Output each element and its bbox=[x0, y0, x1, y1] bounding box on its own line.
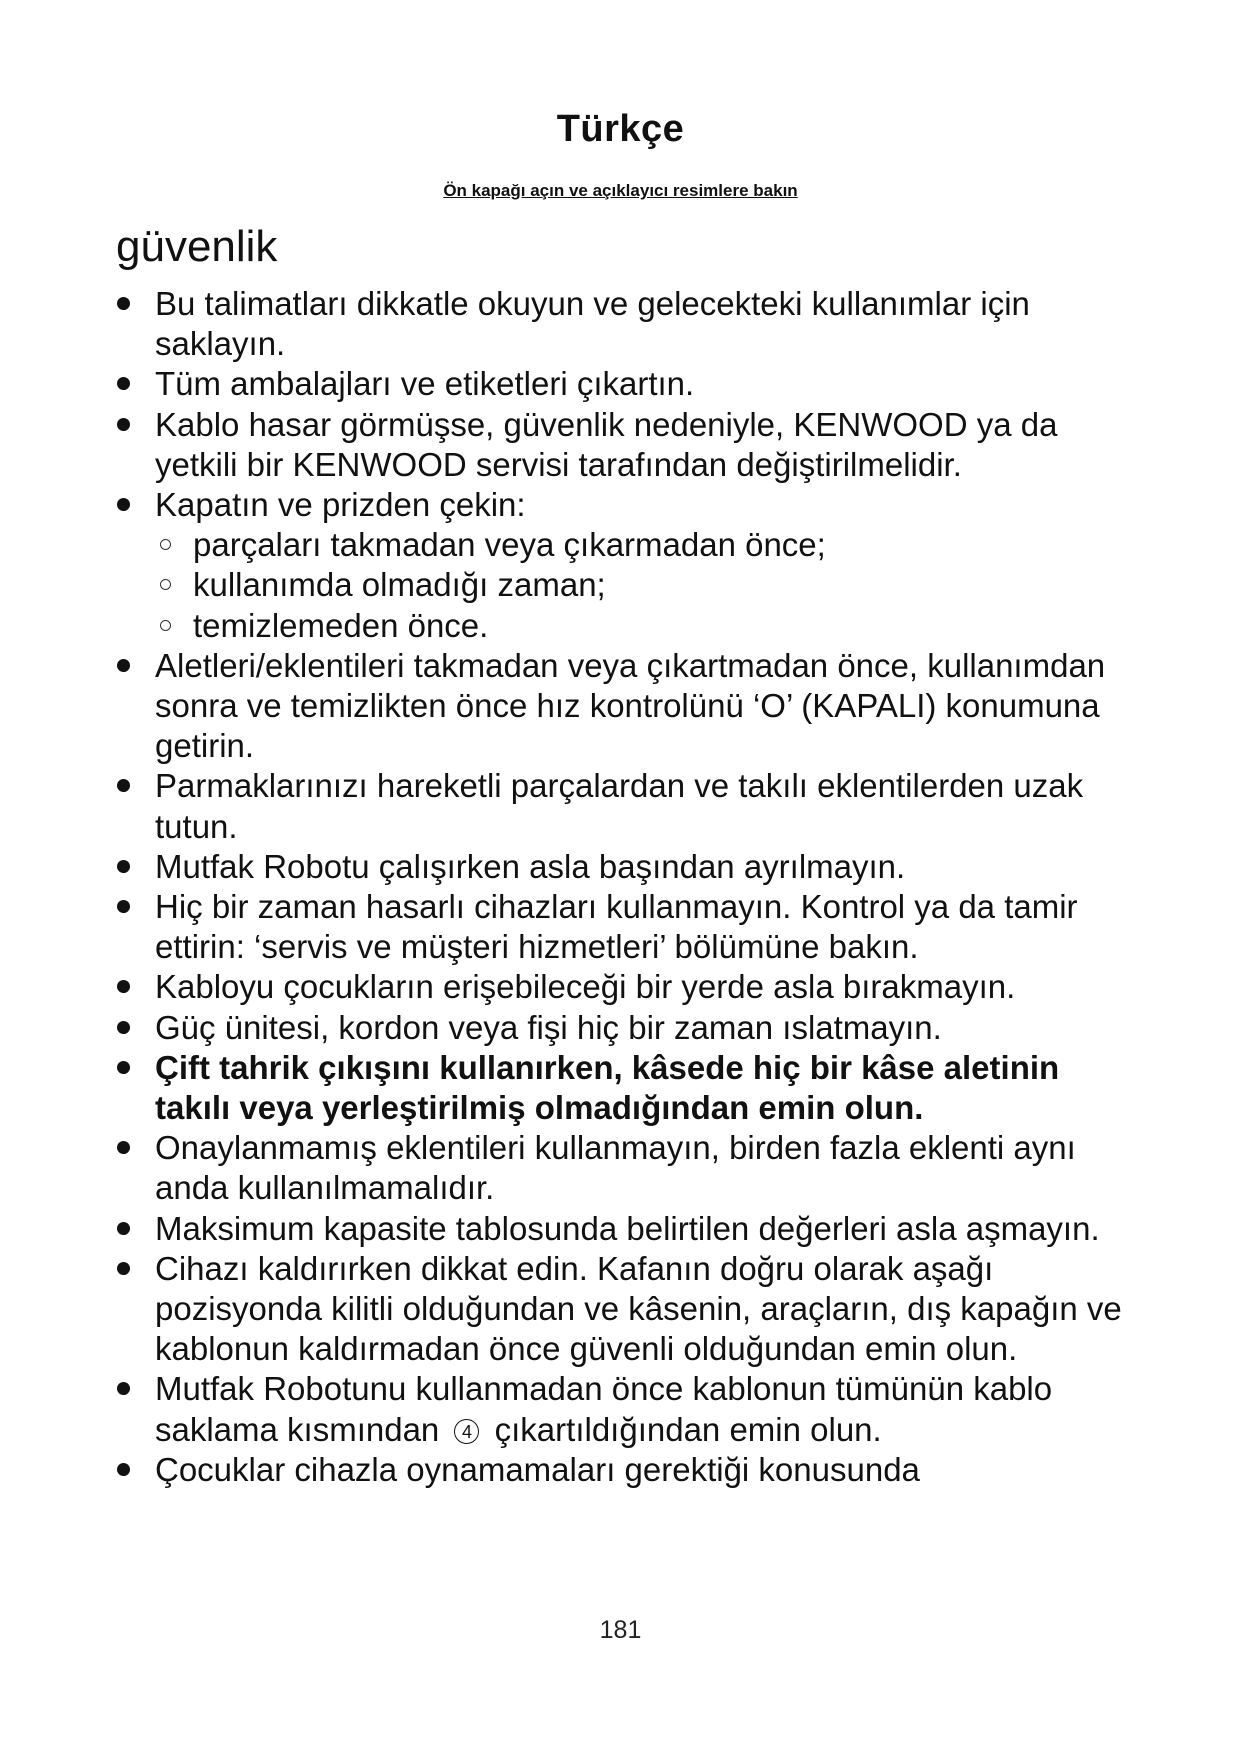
item-text: Onaylanmamış eklentileri kullanmayın, birden fazla eklenti aynı anda kullanılmamalıdır. bbox=[155, 1129, 1076, 1207]
item-text: Güç ünitesi, kordon veya fişi hiç bir zaman ıslatmayın. bbox=[155, 1008, 942, 1046]
bullet-icon bbox=[117, 1021, 130, 1034]
section-title: güvenlik bbox=[116, 222, 278, 271]
list-item bbox=[112, 1209, 1142, 1249]
sub-list-item bbox=[112, 565, 1142, 605]
hollow-bullet-icon bbox=[160, 620, 171, 631]
bullet-icon bbox=[117, 297, 130, 310]
sub-item-text: temizlemeden önce. bbox=[193, 606, 489, 644]
list-item bbox=[112, 284, 1142, 364]
list-item bbox=[112, 1369, 1142, 1449]
item-text: Kabloyu çocukların erişebileceği bir yerde asla bırakmayın. bbox=[155, 968, 1016, 1006]
item-text: Tüm ambalajları ve etiketleri çıkartın. bbox=[155, 365, 695, 403]
item-text: Parmaklarınızı hareketli parçalardan ve takılı eklentilerden uzak tutun. bbox=[155, 767, 1084, 845]
sub-item-text: parçaları takmadan veya çıkarmadan önce; bbox=[193, 526, 826, 564]
list-item bbox=[112, 1008, 1142, 1048]
bullet-icon bbox=[117, 498, 130, 511]
front-cover-note: Ön kapağı açın ve açıklayıcı resimlere bakın bbox=[443, 181, 798, 200]
list-item bbox=[112, 646, 1142, 767]
item-text: Bu talimatları dikkatle okuyun ve gelecekteki kullanımlar için saklayın. bbox=[155, 285, 1030, 363]
safety-list bbox=[112, 284, 1142, 1490]
sub-list-item bbox=[112, 606, 1142, 646]
bullet-icon bbox=[117, 1061, 130, 1074]
bullet-icon bbox=[117, 377, 130, 390]
item-text: Kapatın ve prizden çekin: bbox=[155, 486, 526, 524]
bullet-icon bbox=[117, 779, 130, 792]
bullet-icon bbox=[117, 1222, 130, 1235]
list-item bbox=[112, 1128, 1142, 1208]
item-text: Maksimum kapasite tablosunda belirtilen değerleri asla aşmayın. bbox=[155, 1209, 1100, 1247]
bullet-icon bbox=[117, 418, 130, 431]
item-text: Mutfak Robotu çalışırken asla başından ayrılmayın. bbox=[155, 847, 906, 885]
sub-item-text: kullanımda olmadığı zaman; bbox=[193, 566, 606, 604]
figure-reference-number: 4 bbox=[454, 1419, 479, 1444]
item-text: Aletleri/eklentileri takmadan veya çıkartmadan önce, kullanımdan sonra ve temizlikten önce hız kontrolünü ‘O’ (KAPALI) konumuna getirin. bbox=[155, 646, 1106, 765]
language-title: Türkçe bbox=[556, 108, 685, 150]
list-item-warning bbox=[112, 1048, 1142, 1128]
sub-list-item bbox=[112, 525, 1142, 565]
bullet-icon bbox=[117, 1141, 130, 1154]
list-item bbox=[112, 405, 1142, 485]
item-text-part: çıkartıldığından emin olun. bbox=[494, 1410, 882, 1448]
item-text: Kablo hasar görmüşse, güvenlik nedeniyle, KENWOOD ya da yetkili bir KENWOOD servisi tarafından değiştirilmelidir. bbox=[155, 405, 1058, 483]
list-item bbox=[112, 1249, 1142, 1370]
bullet-icon bbox=[117, 1463, 130, 1476]
item-text-part: Mutfak Robotunu kullanmadan önce kablonun tümünün kablo saklama kısmından bbox=[155, 1370, 1053, 1448]
bullet-icon bbox=[117, 860, 130, 873]
item-text: Cihazı kaldırırken dikkat edin. Kafanın doğru olarak aşağı pozisyonda kilitli olduğundan ve kâsenin, araçların, dış kapağın ve kablonun kaldırmadan önce güvenli olduğundan emin olun. bbox=[155, 1249, 1122, 1368]
page-number: 181 bbox=[599, 1616, 642, 1644]
list-item bbox=[112, 887, 1142, 967]
list-item bbox=[112, 766, 1142, 846]
bullet-icon bbox=[117, 659, 130, 672]
bullet-icon bbox=[117, 1382, 130, 1395]
list-item bbox=[112, 967, 1142, 1007]
bullet-icon bbox=[117, 1262, 130, 1275]
hollow-bullet-icon bbox=[160, 539, 171, 550]
item-text: Çocuklar cihazla oynamamaları gerektiği konusunda bbox=[155, 1450, 920, 1488]
hollow-bullet-icon bbox=[160, 579, 171, 590]
bullet-icon bbox=[117, 980, 130, 993]
list-item bbox=[112, 847, 1142, 887]
bullet-icon bbox=[117, 900, 130, 913]
list-item bbox=[112, 364, 1142, 404]
list-item bbox=[112, 1450, 1142, 1490]
list-item bbox=[112, 485, 1142, 525]
item-text: Çift tahrik çıkışını kullanırken, kâsede hiç bir kâse aletinin takılı veya yerleştirilmiş olmadığından emin olun. bbox=[155, 1048, 1060, 1127]
item-text: Hiç bir zaman hasarlı cihazları kullanmayın. Kontrol ya da tamir ettirin: ‘servis ve müşteri hizmetleri’ bölümüne bakın. bbox=[155, 888, 1078, 966]
